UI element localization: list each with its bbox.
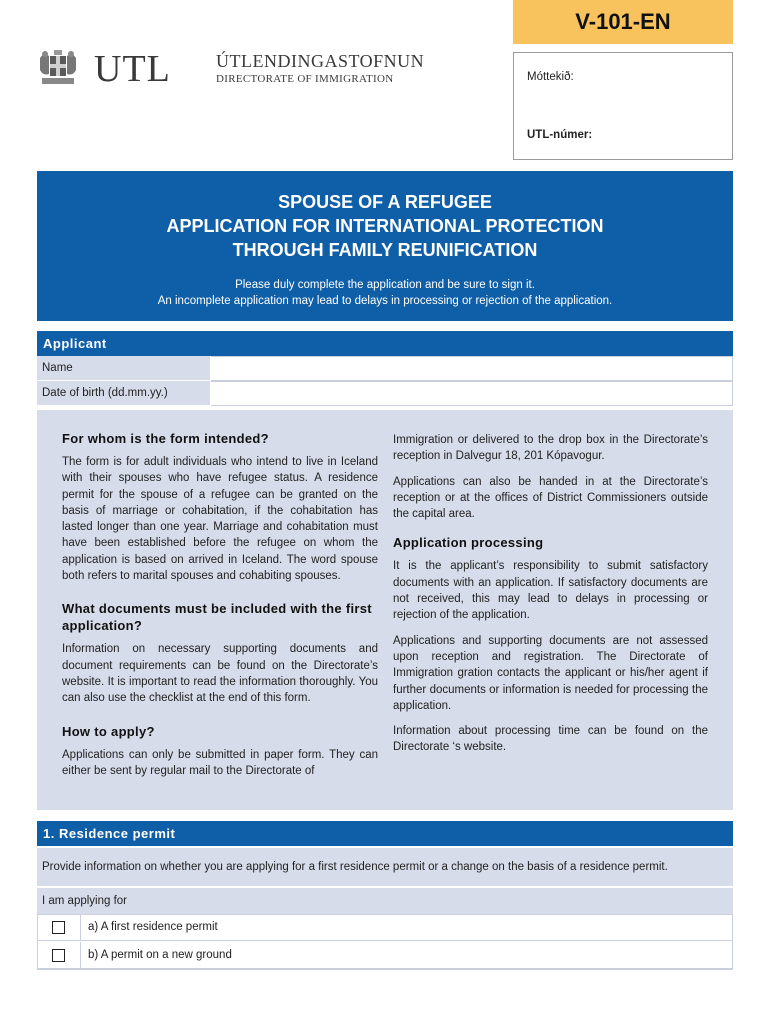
org-name: ÚTLENDINGASTOFNUN (216, 51, 425, 71)
first-permit-checkbox[interactable] (52, 921, 65, 934)
name-label: Name (37, 356, 211, 381)
checkbox-cell (37, 942, 81, 969)
processing-text-3: Information about processing time can be found on the Directorate ‘s website. (393, 725, 708, 754)
iceland-coat-of-arms-icon (36, 48, 80, 90)
who-form-text: The form is for adult individuals who intend to live in Iceland with their spouses who have refugee status. A residence permit for the spouse of a refugee can be granted on the basis of marriage or cohabitation, if the cohabitation has lasted longer than one year. Marriage and cohabitation must have been established before the refugee on whom the application is based on arrived in Iceland. The word spouse both refers to marital spouses and cohabiting spouses. (62, 456, 378, 583)
title-line-2: APPLICATION FOR INTERNATIONAL PROTECTION (166, 216, 604, 236)
applicant-name-row (37, 356, 733, 381)
form-code-badge: V-101-EN (513, 0, 733, 44)
banner-note-2: An incomplete application may lead to delays in processing or rejection of the application. (157, 295, 613, 307)
how-to-apply-text-2: Applications can also be handed in at the Directorate’s reception or at the offices of District Commissioners outside the capital area. (393, 475, 708, 521)
title-line-1: SPOUSE OF A REFUGEE (278, 192, 492, 212)
documents-heading: What documents must be included with the first application? (62, 601, 372, 634)
how-to-apply-text: Applications can only be submitted in paper form. They can either be sent by regular mail to the Directorate of (62, 748, 378, 777)
how-to-apply-text-continued: Immigration or delivered to the drop box in the Directorate’s reception in Dalvegur 18, 201 Kópavogur. (393, 434, 708, 463)
info-right-column (393, 432, 708, 765)
applicant-dob-row (37, 381, 733, 406)
new-ground-checkbox[interactable] (52, 949, 65, 962)
applicant-section-heading: Applicant (37, 331, 733, 356)
first-permit-label: a) A first residence permit (81, 914, 733, 941)
option-new-ground-permit[interactable] (37, 942, 733, 969)
office-use-box (513, 52, 733, 160)
banner-note-1: Please duly complete the application and be sure to sign it. (235, 279, 535, 291)
utl-number-label: UTL-númer: (527, 129, 593, 141)
form-title-banner (37, 171, 733, 321)
org-name-block (216, 51, 424, 85)
dob-label: Date of birth (dd.mm.yy.) (37, 381, 211, 406)
option-first-residence-permit[interactable] (37, 914, 733, 941)
received-label: Móttekið: (527, 71, 574, 83)
name-field[interactable] (211, 356, 733, 381)
how-to-apply-heading: How to apply? (62, 723, 155, 739)
information-panel (37, 410, 733, 810)
documents-text: Information on necessary supporting documents and document requirements can be found on the Directorate’s website. It is important to read the information thoroughly. You can also use the checklist at the end of this form. (62, 643, 378, 705)
processing-text-2: Applications and supporting documents are not assessed upon reception and registration. The Directorate of Immigration gration contacts the applicant or his/her agent if further documents or information is needed for processing the application. (393, 634, 708, 712)
org-subtitle: DIRECTORATE OF IMMIGRATION (216, 73, 394, 85)
logo-abbreviation: UTL (94, 48, 171, 90)
directorate-logo (36, 48, 171, 91)
who-form-heading: For whom is the form intended? (62, 431, 269, 446)
dob-field[interactable] (211, 381, 733, 406)
processing-heading: Application processing (393, 535, 544, 551)
new-ground-label: b) A permit on a new ground (81, 942, 733, 969)
residence-permit-instruction: Provide information on whether you are applying for a first residence permit or a change on the basis of a residence permit. (37, 848, 733, 886)
applying-for-label: I am applying for (37, 888, 733, 914)
checkbox-cell (37, 914, 81, 941)
title-line-3: THROUGH FAMILY REUNIFICATION (232, 240, 538, 260)
residence-permit-section-heading: 1. Residence permit (37, 821, 733, 846)
processing-text-1: It is the applicant’s responsibility to submit satisfactory documents with an application. If satisfactory documents are not received, this may lead to delays in processing or rejection of the application. (393, 560, 708, 622)
info-left-column (62, 430, 378, 788)
